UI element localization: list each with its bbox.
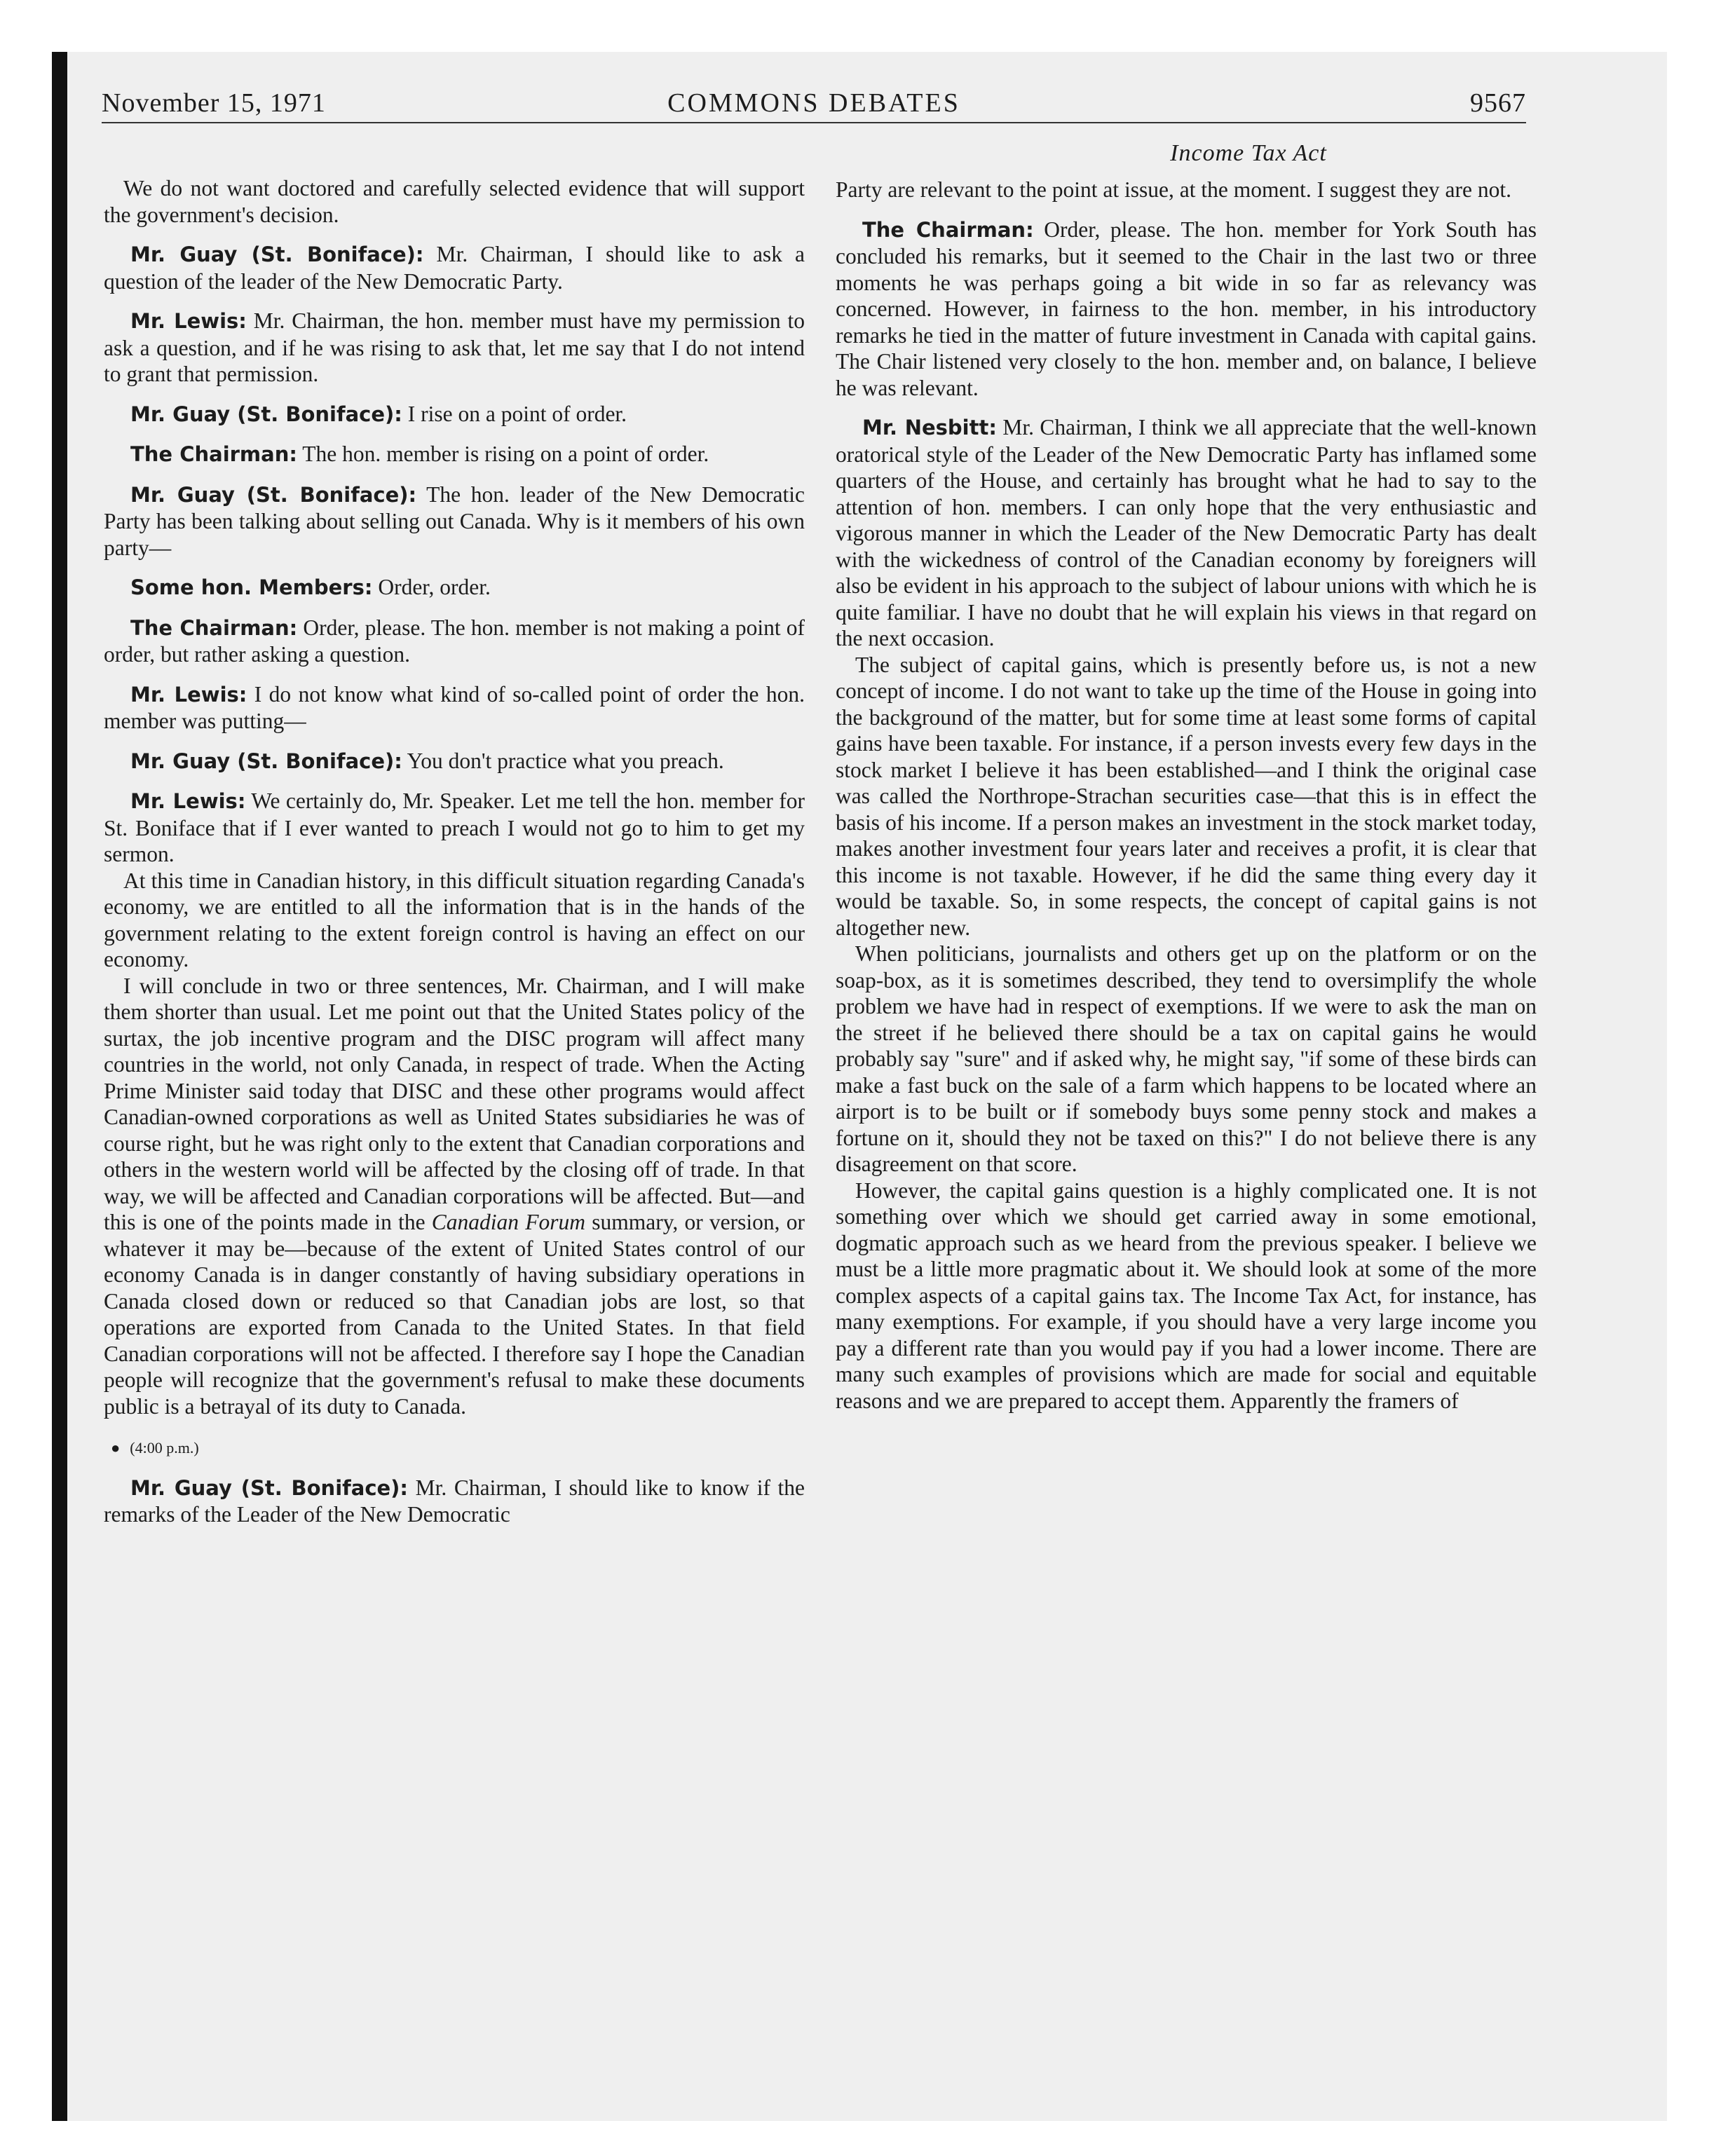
timestamp-text: (4:00 p.m.) (130, 1439, 199, 1456)
speech-text: Order, please. The hon. member for York South has concluded his remarks, but it seemed to the Chair in the last two or three moments he was perhaps going a bit wide in so far as relevancy was concerned. However, in fairness to the hon. member, in his introductory remarks he tied in the matter of future investment in Canada with capital gains. The Chair listened very closely to the hon. member and, on balance, I believe he was relevant. (836, 217, 1537, 400)
speech-text: Order, order. (372, 575, 491, 599)
speech-text: Mr. Chairman, I should like to ask a question of the leader of the New Democratic Party. (104, 242, 805, 294)
speaker-name: Mr. Guay (St. Boniface): (130, 482, 417, 507)
bullet-icon: ● (111, 1439, 121, 1456)
speech-text: The hon. leader of the New Democratic Party has been talking about selling out Canada. Why is it members of his own party— (104, 482, 805, 560)
paragraph-text: summary, or version, or whatever it may be—because of the extent of United States control of our economy Canada is in danger constantly of having subsidiary operations in Canada closed down or reduced so that Canadian jobs are lost, so that operations are exported from Canada to the United States. In that field Canadian corporations will not be affected. I therefore say I hope the Canadian people will recognize that the government's refusal to make these documents public is a betrayal of its duty to Canada. (104, 1210, 805, 1419)
speech-text: Order, please. The hon. member is not making a point of order, but rather asking a question. (104, 615, 805, 667)
speaker-name: Mr. Guay (St. Boniface): (130, 243, 424, 266)
speaker-name: Mr. Lewis: (130, 789, 246, 813)
speech-text: You don't practice what you preach. (402, 748, 724, 773)
speech-text: The hon. member is rising on a point of order. (297, 442, 709, 466)
paragraph: When politicians, journalists and others get up on the platform or on the soap-box, as it is sometimes described, they tend to oversimplify the whole problem we have had in respect of exemptions. If we were to ask the man on the street if he believed there should be a tax on capital gains he would probably say "sure" and if asked why, he might say, "if some of these birds can make a fast buck on the sale of a farm which happens to be located where an airport is to be built or if somebody buys some penny stock and makes a fortune on it, should they not be taxed on this?" I do not believe there is any disagreement on that score. (836, 941, 1537, 1176)
speech-paragraph (104, 308, 805, 388)
right-column (836, 177, 1537, 1414)
speaker-name: Mr. Nesbitt: (862, 416, 997, 439)
speech-text: We certainly do, Mr. Speaker. Let me tell the hon. member for St. Boniface that if I ever wanted to preach I would not go to him to get my sermon. (104, 789, 805, 866)
speech-text: I rise on a point of order. (402, 401, 627, 426)
speech-paragraph (104, 748, 805, 775)
speech-paragraph (104, 788, 805, 868)
speech-paragraph (104, 574, 805, 601)
speaker-name: Mr. Guay (St. Boniface): (130, 749, 402, 773)
page-header (102, 88, 1526, 123)
left-column (104, 175, 805, 1528)
publication-title: Canadian Forum (431, 1210, 586, 1234)
speech-paragraph (104, 482, 805, 561)
header-date: November 15, 1971 (102, 88, 326, 118)
speaker-name: Mr. Lewis: (130, 682, 247, 707)
header-publication: COMMONS DEBATES (667, 88, 960, 118)
speech-paragraph (104, 681, 805, 735)
speech-text: I do not know what kind of so-called point of order the hon. member was putting— (104, 681, 805, 733)
paragraph: We do not want doctored and carefully selected evidence that will support the government's decision. (104, 176, 805, 227)
speech-text: Mr. Chairman, the hon. member must have my permission to ask a question, and if he was rising to ask that, let me say that I do not intend to grant that permission. (104, 308, 805, 386)
speaker-name: Mr. Guay (St. Boniface): (130, 402, 402, 426)
running-head: Income Tax Act (1170, 140, 1327, 166)
paragraph: Party are relevant to the point at issue, at the moment. I suggest they are not. (836, 177, 1511, 202)
speaker-name: The Chairman: (130, 442, 297, 466)
speaker-name: The Chairman: (862, 217, 1034, 242)
speaker-name: The Chairman: (130, 615, 298, 640)
paragraph: The subject of capital gains, which is presently before us, is not a new concept of income. I do not want to take up the time of the House in going into the background of the matter, but for some time at least some forms of capital gains have been taxable. For instance, if a person invests every few days in the stock market I believe it has been established—and I think the original case was called the Northrope-Strachan securities case—that this is in effect the basis of his income. If a person makes an investment in the stock market today, makes another investment four years later and receives a profit, it is clear that this income is not taxable. However, if he did the same thing every day it would be taxable. So, in some respects, the concept of capital gains is not altogether new. (836, 652, 1537, 940)
paragraph: At this time in Canadian history, in this difficult situation regarding Canada's economy, we are entitled to all the information that is in the hands of the government relating to the extent foreign control is having an effect on our economy. (104, 868, 805, 971)
speech-paragraph (836, 414, 1537, 652)
timestamp (104, 1435, 805, 1461)
speech-paragraph (836, 217, 1537, 402)
speech-paragraph (104, 241, 805, 294)
scan-edge (52, 52, 67, 2121)
speech-text: Mr. Chairman, I should like to know if the remarks of the Leader of the New Democratic (104, 1475, 805, 1527)
speech-paragraph (104, 401, 805, 428)
speech-paragraph (104, 1475, 805, 1528)
header-rule (102, 122, 1526, 123)
paragraph-text: I will conclude in two or three sentences, Mr. Chairman, and I will make them shorter than usual. Let me point out that the United States policy of the surtax, the job incentive program and the DISC program will affect many countries in the world, not only Canada, in respect of trade. When the Acting Prime Minister said today that DISC and these other programs would affect Canadian-owned corporations as well as United States subsidiaries he was of course right, but he was right only to the extent that Canadian corporations and others in the western world will be affected by the closing off of trade. In that way, we will be affected and Canadian corporations will be affected. But—and this is one of the points made in the (104, 973, 805, 1234)
speaker-name: Some hon. Members: (130, 575, 373, 599)
speaker-name: Mr. Guay (St. Boniface): (130, 1475, 409, 1500)
speech-text: Mr. Chairman, I think we all appreciate that the well-known oratorical style of the Leader of the New Democratic Party has inflamed some quarters of the House, and certainly has brought what he had to say to the attention of hon. members. I can only hope that the very enthusiastic and vigorous manner in which the Leader of the New Democratic Party has dealt with the wickedness of control of the Canadian economy by foreigners will also be evident in his approach to the subject of labour unions with which he is quite familiar. I have no doubt that he will explain his views in that regard on the next occasion. (836, 415, 1537, 650)
paragraph: However, the capital gains question is a highly complicated one. It is not something over which we should get carried away in some emotional, dogmatic approach such as we heard from the previous speaker. I believe we must be a little more pragmatic about it. We should look at some of the more complex aspects of a capital gains tax. The Income Tax Act, for instance, has many exemptions. For example, if you should have a very large income you pay a different rate than you would pay if you had a lower income. There are many such examples of provisions which are made for social and equitable reasons and we are prepared to accept them. Apparently the framers of (836, 1178, 1537, 1413)
speech-paragraph (104, 441, 805, 468)
header-page-number: 9567 (1470, 88, 1526, 118)
speech-paragraph (104, 615, 805, 668)
paragraph (104, 973, 805, 1420)
speaker-name: Mr. Lewis: (130, 309, 247, 333)
